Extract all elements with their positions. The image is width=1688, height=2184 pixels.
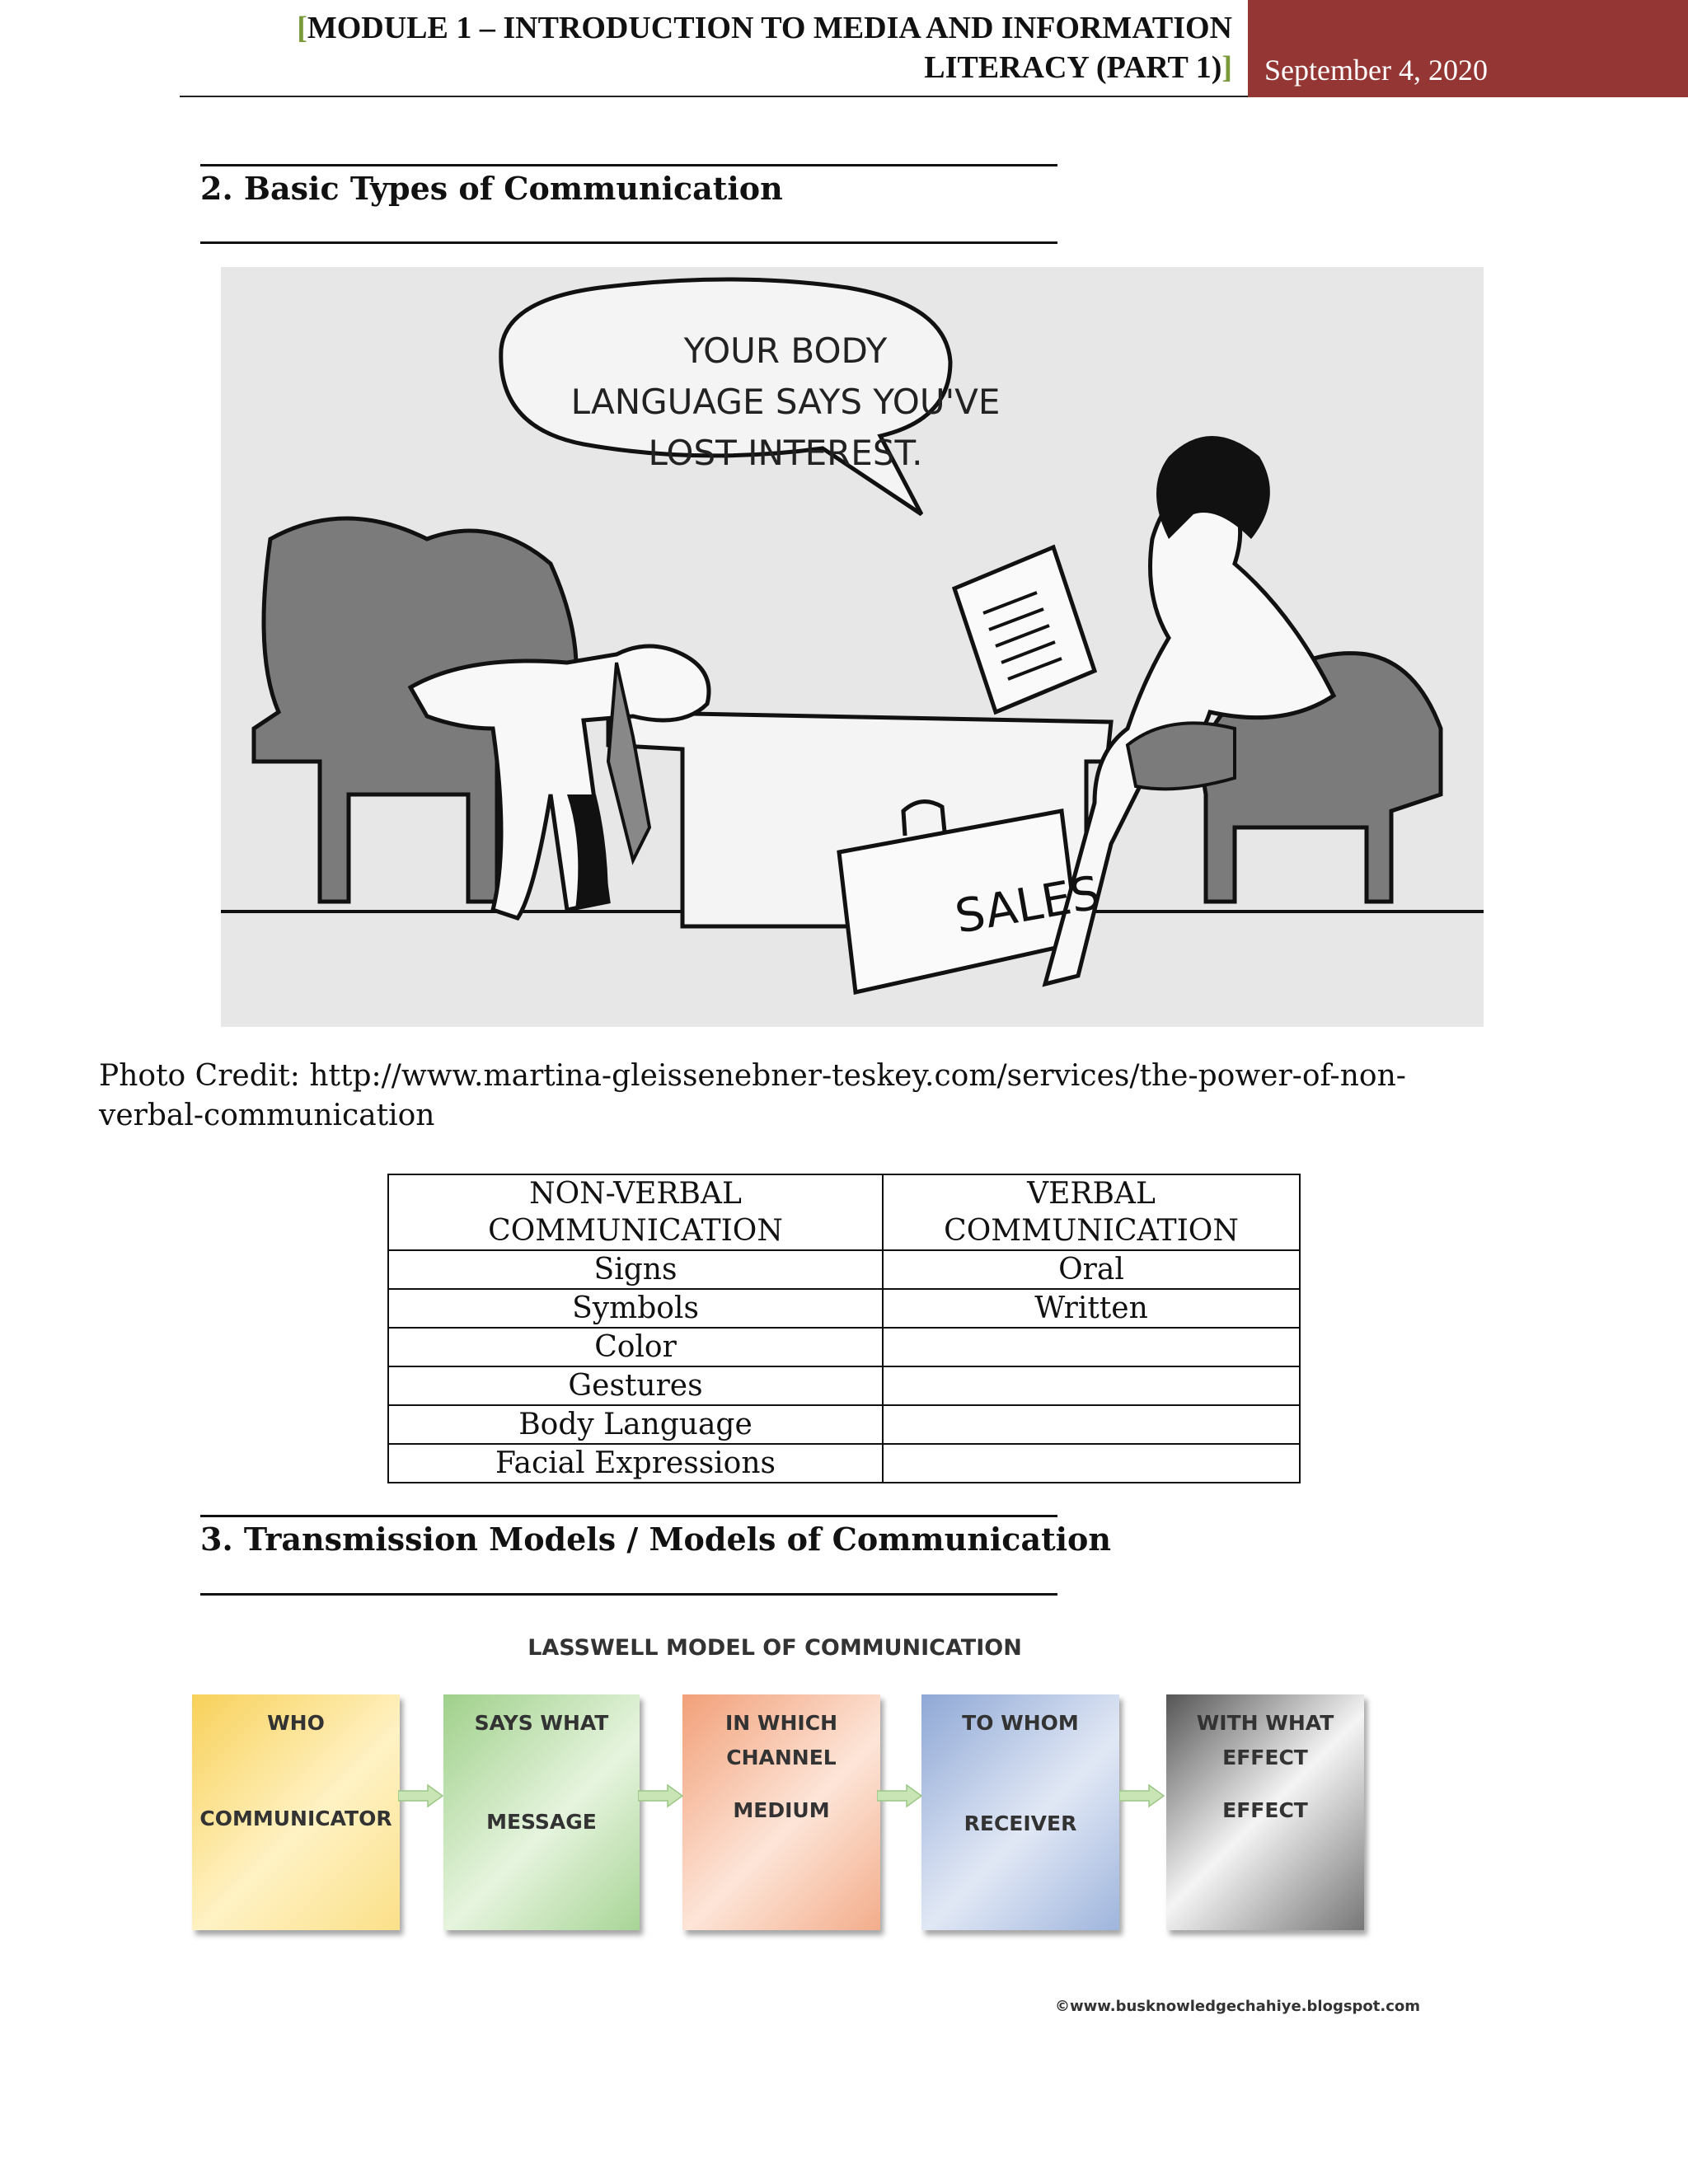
photo-credit: Photo Credit: http://www.martina-gleissenebner-teskey.com/services/the-power-of-non-verbal-communication [99, 1059, 1406, 1132]
section2-heading: 2. Basic Types of Communication [200, 170, 783, 207]
lasswell-box-effect [1166, 1694, 1364, 1930]
section3-rule-top [200, 1515, 1057, 1517]
arrow-right-icon [638, 1783, 684, 1808]
cartoon-drawing [221, 267, 1484, 1027]
header-nonverbal: NON-VERBAL COMMUNICATION [388, 1174, 883, 1250]
section3-heading: 3. Transmission Models / Models of Communication [200, 1521, 1112, 1558]
bracket-open: [ [297, 11, 307, 45]
section2-rule-bottom [200, 241, 1057, 244]
table-row [388, 1289, 1300, 1328]
module-title-line1: MODULE 1 – INTRODUCTION TO MEDIA AND INFORMATION [307, 11, 1232, 45]
lasswell-box-channel [682, 1694, 880, 1930]
table-row [388, 1405, 1300, 1444]
cell-verbal [883, 1328, 1300, 1366]
box-top-label: SAYS WHAT [474, 1711, 609, 1735]
cell-nonverbal: Signs [388, 1250, 883, 1289]
arrow-right-icon [877, 1783, 923, 1808]
cell-nonverbal: Body Language [388, 1405, 883, 1444]
arrow-right-icon [1119, 1783, 1165, 1808]
cell-nonverbal: Gestures [388, 1366, 883, 1405]
cell-verbal [883, 1444, 1300, 1483]
header-date: September 4, 2020 [1248, 0, 1688, 97]
lasswell-box-says-what [443, 1694, 640, 1930]
table-row [388, 1366, 1300, 1405]
lasswell-credit: ©www.busknowledgechahiye.blogspot.com [1055, 1998, 1421, 2015]
table-row [388, 1328, 1300, 1366]
cell-verbal [883, 1405, 1300, 1444]
header-rule [180, 96, 1248, 97]
box-top-label: IN WHICH CHANNEL [725, 1711, 837, 1769]
woman-skirt [1128, 723, 1235, 789]
module-title-line2: LITERACY (PART 1) [924, 50, 1222, 85]
box-bottom-label: MESSAGE [486, 1810, 597, 1834]
box-top-label: TO WHOM [962, 1711, 1079, 1735]
lasswell-title: LASSWELL MODEL OF COMMUNICATION [528, 1635, 1022, 1661]
cell-nonverbal: Color [388, 1328, 883, 1366]
arrow-right-icon [398, 1783, 444, 1808]
cell-verbal: Oral [883, 1250, 1300, 1289]
box-top-label: WHO [267, 1711, 325, 1735]
lasswell-box-to-whom [921, 1694, 1119, 1930]
box-bottom-label: EFFECT [1222, 1798, 1308, 1822]
section3-rule-bottom [200, 1593, 1057, 1596]
box-bottom-label: MEDIUM [733, 1798, 830, 1822]
module-title [132, 8, 1232, 87]
cell-nonverbal: Symbols [388, 1289, 883, 1328]
briefcase-label: SALES [951, 866, 1104, 944]
box-top-label: WITH WHAT EFFECT [1196, 1711, 1334, 1769]
table-header-row [388, 1174, 1300, 1250]
box-bottom-label: COMMUNICATOR [199, 1807, 392, 1830]
bracket-close: ] [1221, 50, 1232, 85]
cell-nonverbal: Facial Expressions [388, 1444, 883, 1483]
table-row [388, 1250, 1300, 1289]
speech-line3: LOST INTEREST. [648, 433, 923, 473]
box-bottom-label: RECEIVER [964, 1811, 1077, 1835]
clipboard [954, 547, 1095, 712]
section2-rule-top [200, 164, 1057, 166]
cell-verbal [883, 1366, 1300, 1405]
table-row [388, 1444, 1300, 1483]
cell-verbal: Written [883, 1289, 1300, 1328]
communication-types-table [387, 1174, 1301, 1483]
body-language-cartoon [221, 267, 1484, 1027]
header-verbal: VERBAL COMMUNICATION [883, 1174, 1300, 1250]
speech-line1: YOUR BODY [683, 330, 888, 371]
lasswell-box-who [192, 1694, 400, 1930]
speech-line2: LANGUAGE SAYS YOU'VE [570, 382, 1001, 422]
